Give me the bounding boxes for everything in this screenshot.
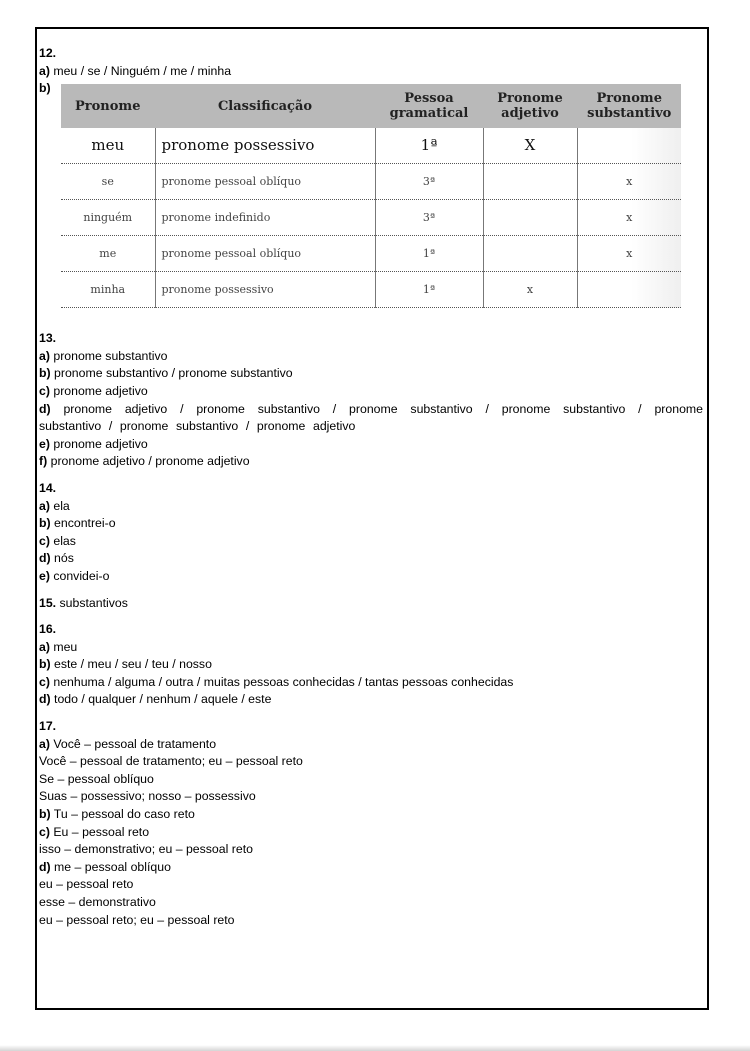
item-label: d) xyxy=(39,401,51,416)
item-label: b) xyxy=(39,807,51,822)
question-14-b xyxy=(39,515,703,533)
cell-pessoa: 1ª xyxy=(375,272,483,308)
cell-substantivo: x xyxy=(577,200,681,236)
table-row xyxy=(61,236,681,272)
item-text: Você – pessoal de tratamento xyxy=(49,736,217,751)
question-16-c xyxy=(39,674,703,692)
item-text: elas xyxy=(49,533,76,548)
cell-substantivo: x xyxy=(577,236,681,272)
item-text: nós xyxy=(50,551,74,566)
item-label: c) xyxy=(39,383,50,398)
cell-adjetivo: x xyxy=(483,272,577,308)
item-text: meu xyxy=(49,639,78,654)
question-13-f xyxy=(39,453,703,471)
item-label: d) xyxy=(39,859,51,874)
table-row xyxy=(61,164,681,200)
table-row xyxy=(61,272,681,308)
question-13-e xyxy=(39,436,703,454)
item-text: nenhuma / alguma / outra / muitas pessoas conhecidas / tantas pessoas conhecidas xyxy=(49,674,514,689)
item-label: c) xyxy=(39,533,50,548)
question-16-number: 16. xyxy=(39,622,57,637)
cell-pessoa: 3ª xyxy=(375,164,483,200)
question-13-number: 13. xyxy=(39,331,57,346)
item-label: f) xyxy=(39,454,48,469)
question-17-line xyxy=(39,753,703,771)
item-label: c) xyxy=(39,824,50,839)
item-text: pronome substantivo xyxy=(49,348,168,363)
item-label: a) xyxy=(39,498,50,513)
question-14-number: 14. xyxy=(39,480,57,495)
header-pronome-adjetivo: Pronome adjetivo xyxy=(483,84,577,128)
cell-classificacao: pronome possessivo xyxy=(155,128,375,164)
cell-substantivo: x xyxy=(577,164,681,200)
item-label: b) xyxy=(39,81,51,96)
cell-pronome: minha xyxy=(61,272,155,308)
item-label: a) xyxy=(39,63,50,78)
question-12-number: 12. xyxy=(39,46,57,60)
item-label: b) xyxy=(39,366,51,381)
cell-pronome: me xyxy=(61,236,155,272)
question-13-d xyxy=(39,401,703,436)
question-16-d xyxy=(39,691,703,709)
question-14-e xyxy=(39,568,703,586)
question-15 xyxy=(39,595,703,613)
item-label: b) xyxy=(39,516,51,531)
header-pronome-substantivo: Pronome substantivo xyxy=(577,84,681,128)
question-15-text: substantivos xyxy=(56,595,128,610)
item-text: pronome adjetivo xyxy=(49,383,148,398)
item-label: a) xyxy=(39,639,50,654)
cell-pessoa: 1ª xyxy=(375,128,483,164)
question-17-line xyxy=(39,876,703,894)
question-14-a xyxy=(39,498,703,516)
cell-adjetivo xyxy=(483,164,577,200)
item-text: todo / qualquer / nenhum / aquele / este xyxy=(50,692,272,707)
question-17-line xyxy=(39,894,703,912)
cell-adjetivo xyxy=(483,200,577,236)
header-pessoa-gramatical: Pessoa gramatical xyxy=(375,84,483,128)
item-text: este / meu / seu / teu / nosso xyxy=(50,657,212,672)
item-text: convidei-o xyxy=(49,568,110,583)
cell-classificacao: pronome pessoal oblíquo xyxy=(155,236,375,272)
item-label: e) xyxy=(39,568,50,583)
question-15-number: 15. xyxy=(39,595,57,610)
item-text: eu – pessoal reto; eu – pessoal reto xyxy=(39,912,235,927)
item-text: esse – demonstrativo xyxy=(39,895,156,909)
item-label: c) xyxy=(39,674,50,689)
cell-substantivo xyxy=(577,272,681,308)
item-text: eu – pessoal reto xyxy=(39,877,134,892)
item-text: pronome adjetivo / pronome substantivo / pronome substantivo / pronome substantivo / pronome substantivo / pronome substantivo / pronome adjetivo xyxy=(39,401,703,434)
pronoun-table-wrapper xyxy=(61,84,681,308)
item-text: isso – demonstrativo; eu – pessoal reto xyxy=(39,842,253,857)
item-text: pronome adjetivo / pronome adjetivo xyxy=(47,454,250,469)
question-14-c xyxy=(39,533,703,551)
question-14-d xyxy=(39,550,703,568)
cell-pronome: se xyxy=(61,164,155,200)
question-17-line xyxy=(39,788,703,806)
question-17-line xyxy=(39,806,703,824)
item-label: d) xyxy=(39,692,51,707)
question-13-c xyxy=(39,383,703,401)
item-text: pronome adjetivo xyxy=(49,436,148,451)
cell-classificacao: pronome possessivo xyxy=(155,272,375,308)
item-text: Você – pessoal de tratamento; eu – pessoal reto xyxy=(39,754,303,769)
item-label: a) xyxy=(39,736,50,751)
question-17-line xyxy=(39,824,703,842)
table-row xyxy=(61,200,681,236)
item-text: meu / se / Ninguém / me / minha xyxy=(49,63,232,78)
cell-substantivo xyxy=(577,128,681,164)
question-12-b xyxy=(39,80,703,304)
header-pronome: Pronome xyxy=(61,84,155,128)
item-text: Eu – pessoal reto xyxy=(49,824,150,839)
item-text: encontrei-o xyxy=(50,516,116,531)
cell-pronome: meu xyxy=(61,128,155,164)
question-17-line xyxy=(39,859,703,877)
cell-pessoa: 3ª xyxy=(375,200,483,236)
question-17-line xyxy=(39,736,703,754)
cell-adjetivo: X xyxy=(483,128,577,164)
question-16-a xyxy=(39,639,703,657)
item-text: Suas – possessivo; nosso – possessivo xyxy=(39,789,256,804)
item-text: Tu – pessoal do caso reto xyxy=(50,807,195,822)
table-header-row xyxy=(61,84,681,128)
item-text: pronome substantivo / pronome substantivo xyxy=(50,366,293,381)
question-16-b xyxy=(39,656,703,674)
header-classificacao: Classificação xyxy=(155,84,375,128)
question-17-line xyxy=(39,912,703,930)
document-content xyxy=(39,45,703,929)
table-row xyxy=(61,128,681,164)
cell-adjetivo xyxy=(483,236,577,272)
item-text: ela xyxy=(49,498,70,513)
cell-pronome: ninguém xyxy=(61,200,155,236)
cell-pessoa: 1ª xyxy=(375,236,483,272)
pronoun-table xyxy=(61,84,681,308)
question-17-line xyxy=(39,841,703,859)
item-label: e) xyxy=(39,436,50,451)
item-label: b) xyxy=(39,657,51,672)
page-bottom-shadow xyxy=(0,1045,750,1051)
item-label: d) xyxy=(39,551,51,566)
item-label: a) xyxy=(39,348,50,363)
question-13-b xyxy=(39,365,703,383)
cell-classificacao: pronome indefinido xyxy=(155,200,375,236)
item-text: me – pessoal oblíquo xyxy=(50,859,171,874)
question-17-number: 17. xyxy=(39,719,57,734)
cell-classificacao: pronome pessoal oblíquo xyxy=(155,164,375,200)
question-12-a xyxy=(39,63,703,81)
question-17-line xyxy=(39,771,703,789)
question-13-a xyxy=(39,348,703,366)
item-text: Se – pessoal oblíquo xyxy=(39,771,154,786)
